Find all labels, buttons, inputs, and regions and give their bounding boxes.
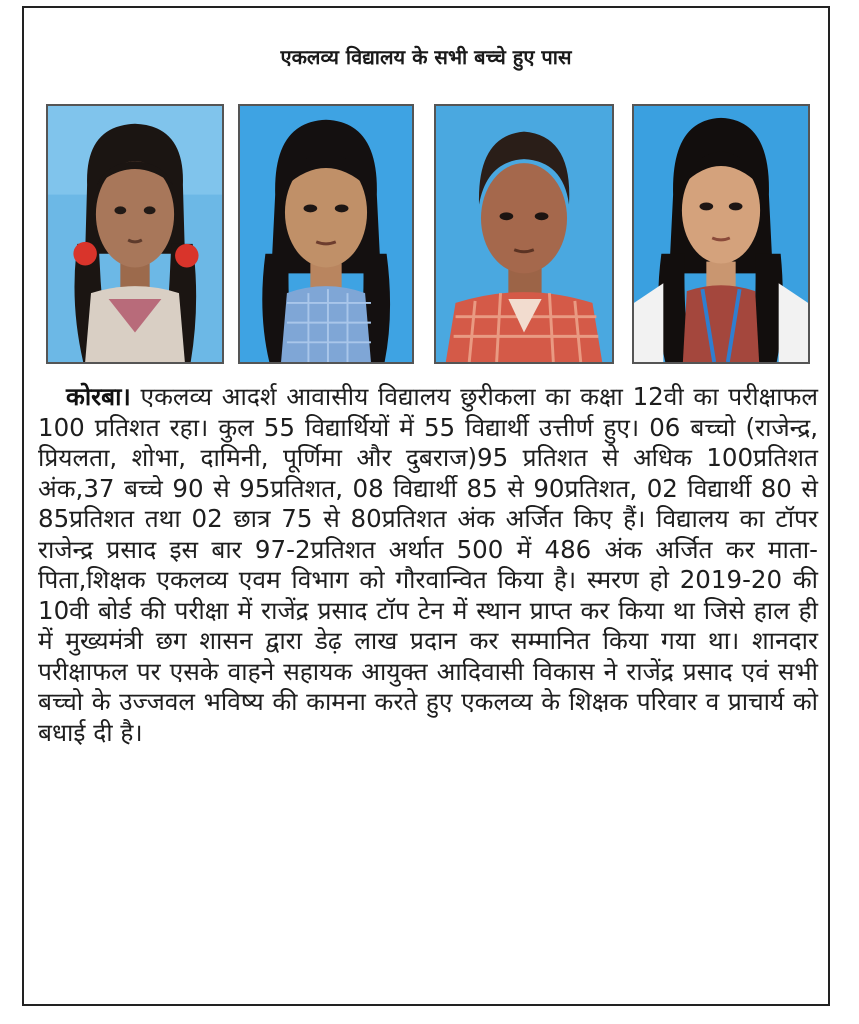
student-portrait-3 — [436, 106, 612, 362]
student-portrait-2 — [240, 106, 412, 362]
article-body-text: एकलव्य आदर्श आवासीय विद्यालय छुरीकला का कक्षा 12वी का परीक्षाफल 100 प्रतिशत रहा। कुल 55 विद्यार्थियों में 55 विद्यार्थी उत्तीर्ण हुए। 06 बच्चो (राजेन्द्र, प्रियलता, शोभा, दामिनी, पूर्णिमा और दुबराज)95 प्रतिशत से अधिक 100प्रतिशत अंक,37 बच्चे 90 से 95प्रतिशत, 08 विद्यार्थी 85 से 90प्रतिशत, 02 विद्यार्थी 80 से 85प्रतिशत तथा 02 छात्र 75 से 80प्रतिशत अंक अर्जित किए हैं। विद्यालय का टॉपर राजेन्द्र प्रसाद इस बार 97-2प्रतिशत अर्थात 500 में 486 अंक अर्जित कर माता-पिता,शिक्षक एकलव्य एवम विभाग को गौरवान्वित किया है। स्मरण हो 2019-20 की 10वी बोर्ड की परीक्षा में राजेंद्र प्रसाद टॉप टेन में स्थान प्राप्त कर किया था जिसे हाल ही में मुख्यमंत्री छग शासन द्वारा डेढ़ लाख प्रदान कर सम्मानित किया गया था। शानदार परीक्षाफल पर एसके वाहने सहायक आयुक्त आदिवासी विकास ने राजेंद्र प्रसाद एवं सभी बच्चो के उज्जवल भविष्य की कामना करते हुए एकलव्य के शिक्षक परिवार व प्राचार्य को बधाई दी है। — [38, 382, 818, 747]
student-photo-2 — [238, 104, 414, 364]
student-photo-4 — [632, 104, 810, 364]
dateline: कोरबा। — [66, 382, 131, 411]
headline: एकलव्य विद्यालय के सभी बच्चे हुए पास — [280, 45, 572, 69]
student-photo-1 — [46, 104, 224, 364]
student-portrait-4 — [634, 106, 808, 362]
student-portrait-1 — [48, 106, 222, 362]
article-body — [38, 382, 818, 748]
newspaper-clipping — [22, 6, 830, 1006]
student-photo-3 — [434, 104, 614, 364]
